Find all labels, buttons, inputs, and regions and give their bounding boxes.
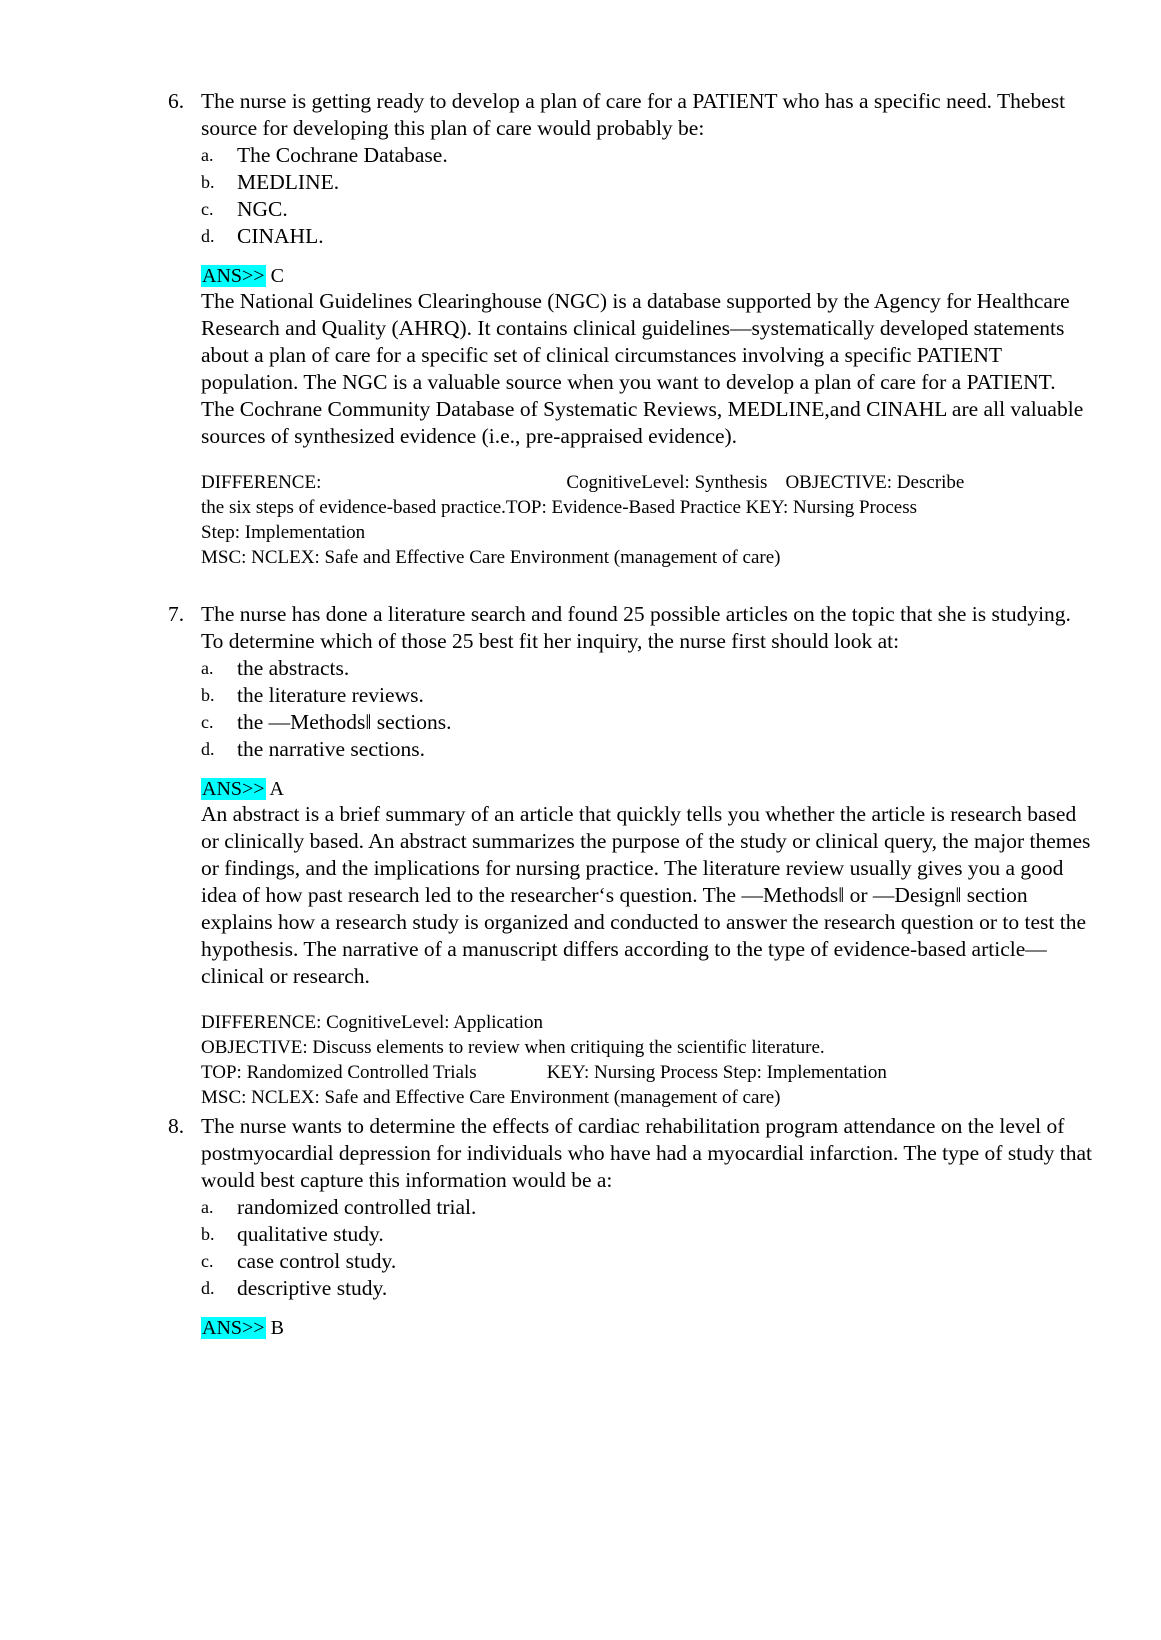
- question-metadata: [201, 1010, 1046, 1110]
- option-letter: c.: [201, 1251, 214, 1271]
- option-letter: b.: [201, 685, 215, 705]
- options-list: [201, 1194, 1098, 1302]
- option-text: case control study.: [237, 1249, 397, 1273]
- question-6: [168, 88, 1098, 570]
- option-letter: b.: [201, 1224, 215, 1244]
- option-text: descriptive study.: [237, 1276, 388, 1300]
- question-text: The nurse is getting ready to develop a plan of care for a PATIENT who has a specific need. Thebest source for developing this plan of care would probably be:: [201, 89, 1066, 140]
- answer-label: ANS>>: [202, 1317, 265, 1339]
- answer-line: [201, 1316, 1098, 1340]
- option-text: randomized controlled trial.: [237, 1195, 477, 1219]
- option-letter: d.: [201, 226, 215, 246]
- option-text: The Cochrane Database.: [237, 143, 448, 167]
- meta-line: DIFFERENCE: CognitiveLevel: Application: [201, 1012, 543, 1033]
- question-number: 6.: [168, 89, 185, 113]
- question-number: 7.: [168, 602, 185, 626]
- option-text: the literature reviews.: [237, 683, 424, 707]
- option-letter: d.: [201, 739, 215, 759]
- question-text: The nurse wants to determine the effects of cardiac rehabilitation program attendance on the level of postmyocardial depression for individuals who have had a myocardial infarction. The type of study that would best capture this information would be a:: [201, 1114, 1093, 1192]
- answer-value: C: [270, 265, 284, 287]
- option-b: [201, 169, 1098, 196]
- option-text: the ―Methods‖ sections.: [237, 710, 452, 734]
- option-letter: b.: [201, 172, 215, 192]
- question-stem: [168, 601, 1098, 655]
- option-text: MEDLINE.: [237, 170, 340, 194]
- meta-topic: TOP: Randomized Controlled Trials: [201, 1062, 477, 1083]
- meta-line: [201, 1060, 1046, 1085]
- option-text: CINAHL.: [237, 224, 324, 248]
- option-a: [201, 142, 1098, 169]
- meta-line: Step: Implementation: [201, 522, 366, 543]
- option-d: [201, 1275, 1098, 1302]
- answer-value: B: [270, 1317, 284, 1339]
- options-list: [201, 655, 1098, 763]
- meta-difference: DIFFERENCE:: [201, 472, 322, 493]
- option-letter: d.: [201, 1278, 215, 1298]
- option-text: the abstracts.: [237, 656, 350, 680]
- option-d: [201, 736, 1098, 763]
- option-text: the narrative sections.: [237, 737, 426, 761]
- meta-line: [201, 470, 1046, 495]
- rationale: The National Guidelines Clearinghouse (NGC) is a database supported by the Agency for Healthcare Research and Quality (AHRQ). It contains clinical guidelines—systematically developed statements about a plan of care for a specific set of clinical circumstances involving a specific PATIENT population. The NGC is a valuable source when you want to develop a plan of care for a PATIENT. The Cochrane Community Database of Systematic Reviews, MEDLINE,and CINAHL are all valuable sources of synthesized evidence (i.e., pre-appraised evidence).: [201, 289, 1084, 448]
- answer-value: A: [269, 778, 284, 800]
- answer-line: [201, 264, 1098, 288]
- meta-objective: OBJECTIVE: Describe: [785, 472, 965, 493]
- option-a: [201, 655, 1098, 682]
- option-letter: a.: [201, 658, 214, 678]
- rationale: An abstract is a brief summary of an article that quickly tells you whether the article is research based or clinically based. An abstract summarizes the purpose of the study or clinical query, the major themes or findings, and the implications for nursing practice. The literature review usually gives you a good idea of how past research led to the researcher‘s question. The ―Methods‖ or ―Design‖ section explains how a research study is organized and conducted to answer the research question or to test the hypothesis. The narrative of a manuscript differs according to the type of evidence-based article—clinical or research.: [201, 802, 1091, 988]
- question-stem: [168, 1113, 1098, 1194]
- answer-label: ANS>>: [202, 265, 265, 287]
- option-letter: a.: [201, 145, 214, 165]
- option-a: [201, 1194, 1098, 1221]
- meta-line: OBJECTIVE: Discuss elements to review when critiquing the scientific literature.: [201, 1037, 825, 1058]
- option-d: [201, 223, 1098, 250]
- question-text: The nurse has done a literature search and found 25 possible articles on the topic that she is studying. To determine which of those 25 best fit her inquiry, the nurse first should look at:: [201, 602, 1071, 653]
- meta-cognitive-level: CognitiveLevel: Synthesis: [566, 472, 768, 493]
- meta-line: the six steps of evidence-based practice.TOP: Evidence-Based Practice KEY: Nursing Process: [201, 497, 917, 518]
- question-stem: [168, 88, 1098, 142]
- option-b: [201, 682, 1098, 709]
- option-c: [201, 196, 1098, 223]
- option-letter: a.: [201, 1197, 214, 1217]
- answer-line: [201, 777, 1098, 801]
- question-metadata: [201, 470, 1046, 570]
- meta-key: KEY: Nursing Process Step: Implementation: [546, 1062, 887, 1083]
- question-7: [168, 601, 1098, 1110]
- option-text: qualitative study.: [237, 1222, 384, 1246]
- answer-label: ANS>>: [202, 778, 265, 800]
- option-b: [201, 1221, 1098, 1248]
- question-8: [168, 1113, 1098, 1340]
- question-number: 8.: [168, 1114, 185, 1138]
- options-list: [201, 142, 1098, 250]
- option-letter: c.: [201, 199, 214, 219]
- option-c: [201, 1248, 1098, 1275]
- meta-msc: MSC: NCLEX: Safe and Effective Care Environment (management of care): [201, 547, 781, 568]
- option-letter: c.: [201, 712, 214, 732]
- option-c: [201, 709, 1098, 736]
- meta-msc: MSC: NCLEX: Safe and Effective Care Environment (management of care): [201, 1087, 781, 1108]
- option-text: NGC.: [237, 197, 288, 221]
